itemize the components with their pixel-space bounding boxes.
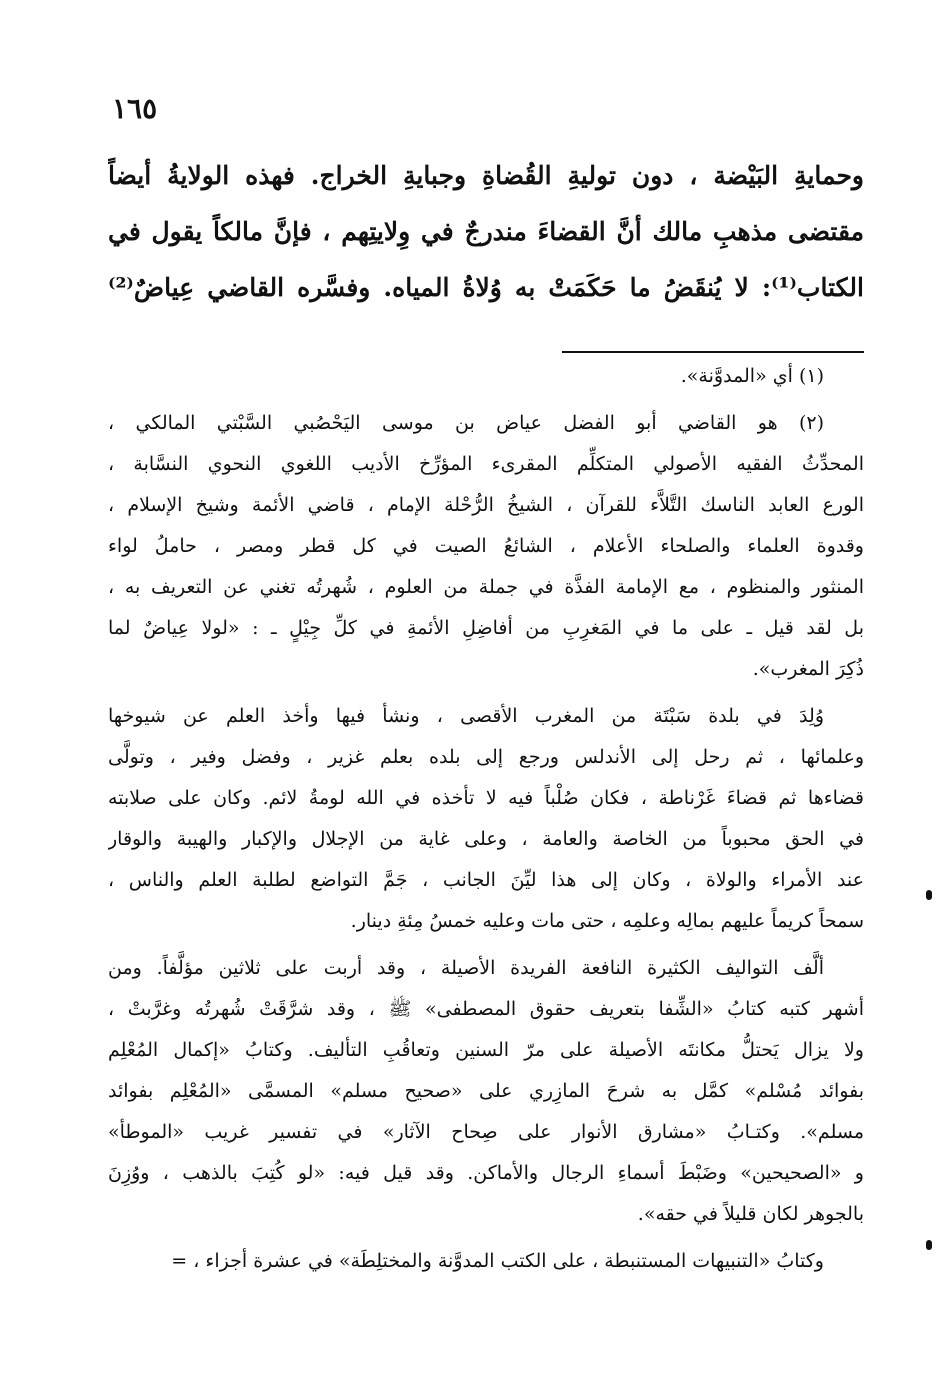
main-text-line: الكتاب⁽¹⁾: لا يُنقَضُ ما حَكَمَتْ به وُلاةُ المياه. وفسَّره القاضي عِياضٌ⁽²⁾ [108, 273, 864, 302]
footnote-line: بالجوهر لكان قليلاً في حقه». [637, 1203, 864, 1225]
footnote-line: (٢) هو القاضي أبو الفضل عياض بن موسى اليَحْصُبي السَّبْتي المالكي ، [108, 412, 824, 434]
footnote-line: مسلم». وكتـابُ «مشارق الأنوار على صِحاح الآثار» في تفسير غريب «الموطأ» [108, 1121, 864, 1143]
footnote-line: ولا يزال يَحتلُّ مكانتَه الأصيلة على مرّ السنين وتعاقُبِ التأليف. وكتابُ «إكمال المُعْلِم [108, 1039, 864, 1061]
footnote-line: وُلِدَ في بلدة سَبْتَة من المغرب الأقصى ، ونشأ فيها وأخذ العلم عن شيوخها [108, 705, 824, 727]
footnote-line: عند الأمراء والولاة ، وكان إلى هذا ليِّنَ الجانب ، جَمَّ التواضع لطلبة العلم والناس ، [108, 869, 864, 891]
page-number: ١٦٥ [112, 92, 158, 125]
footnote-line: المنثور والمنظوم ، مع الإمامة الفذَّة في جملة من العلوم ، شُهرتُه تغني عن التعريف به ، [108, 576, 864, 598]
scan-mark [926, 890, 932, 900]
footnote-line: وعلمائها ، ثم رحل إلى الأندلس ورجع إلى بلده بعلم غزير ، وفضل وفير ، وتولَّى [108, 746, 864, 768]
footnote-line: في الحق محبوباً من الخاصة والعامة ، وعلى غاية من الإجلال والإكبار والهيبة والوقار [108, 828, 864, 850]
footnote-line: (١) أي «المدوَّنة». [680, 365, 824, 387]
spacer [108, 338, 864, 356]
footnote-2 [108, 403, 864, 690]
scan-mark [926, 1240, 932, 1250]
main-text-line: وحمايةِ البَيْضة ، دون توليةِ القُضاةِ وجبايةِ الخراج. فهذه الولايةُ أيضاً [108, 161, 864, 190]
footnote-line: بفوائد مُسْلم» كمَّل به شرحَ المازِري على «صحيح مسلم» المسمَّى «المُعْلِم بفوائد [108, 1080, 864, 1102]
footnote-paragraph-birth [108, 696, 864, 942]
footnote-line: وكتابُ «التنبيهات المستنبطة ، على الكتب المدوَّنة والمختلِطَة» في عشرة أجزاء ، = [171, 1250, 824, 1272]
footnote-paragraph-tanbihat [108, 1241, 864, 1282]
footnote-line: ألَّف التواليف الكثيرة النافعة الفريدة الأصيلة ، وقد أربت على ثلاثين مؤلَّفاً. ومن [108, 957, 824, 979]
footnote-line: بل لقد قيل ـ على ما في المَغرِبِ من أفاضِلِ الأئمةِ في كلِّ جِيْلٍ ـ : «لولا عِياضٌ لما [108, 617, 864, 639]
footnote-line: وقدوة العلماء والصلحاء الأعلام ، الشائعُ الصيت في كل قطر ومصر ، حاملُ لواء [108, 535, 864, 557]
footnote-line: ذُكِرَ المغرب». [752, 658, 864, 680]
footnotes [108, 338, 864, 1282]
footnote-line: المحدِّثُ الفقيه الأصولي المتكلِّم المقرىء المؤرِّخ الأديب اللغوي النحوي النسَّابة ، [108, 453, 864, 475]
main-text [108, 148, 864, 316]
footnote-line: سمحاً كريماً عليهم بمالِه وعلمِه ، حتى مات وعليه خمسُ مِئةِ دينار. [350, 910, 864, 932]
footnote-1 [108, 356, 864, 397]
footnote-line: الورع العابد الناسك التَّلاَّء للقرآن ، الشيخُ الرُّحْلة الإمام ، قاضي الأئمة وشيخ الإسلام ، [108, 494, 864, 516]
footnote-line: قضاءها ثم قضاءَ غَرْناطة ، فكان صُلْباً فيه لا تأخذه في الله لومةُ لائم. وكان على صلابته [108, 787, 864, 809]
footnote-line: و «الصحيحين» وضَبْطَ أسماءِ الرجال والأماكن. وقد قيل فيه: «لو كُتِبَ بالذهب ، ووُزِنَ [108, 1162, 864, 1184]
footnote-paragraph-works [108, 948, 864, 1235]
main-text-line: مقتضى مذهبِ مالك أنَّ القضاءَ مندرجٌ في وِلايتِهم ، فإنَّ مالكاً يقول في [108, 217, 864, 246]
footnote-line: أشهر كتبه كتابُ «الشِّفا بتعريف حقوق المصطفى» ﷺ ، وقد شرَّقَتْ شُهرتُه وغرَّبتْ ، [108, 998, 864, 1020]
